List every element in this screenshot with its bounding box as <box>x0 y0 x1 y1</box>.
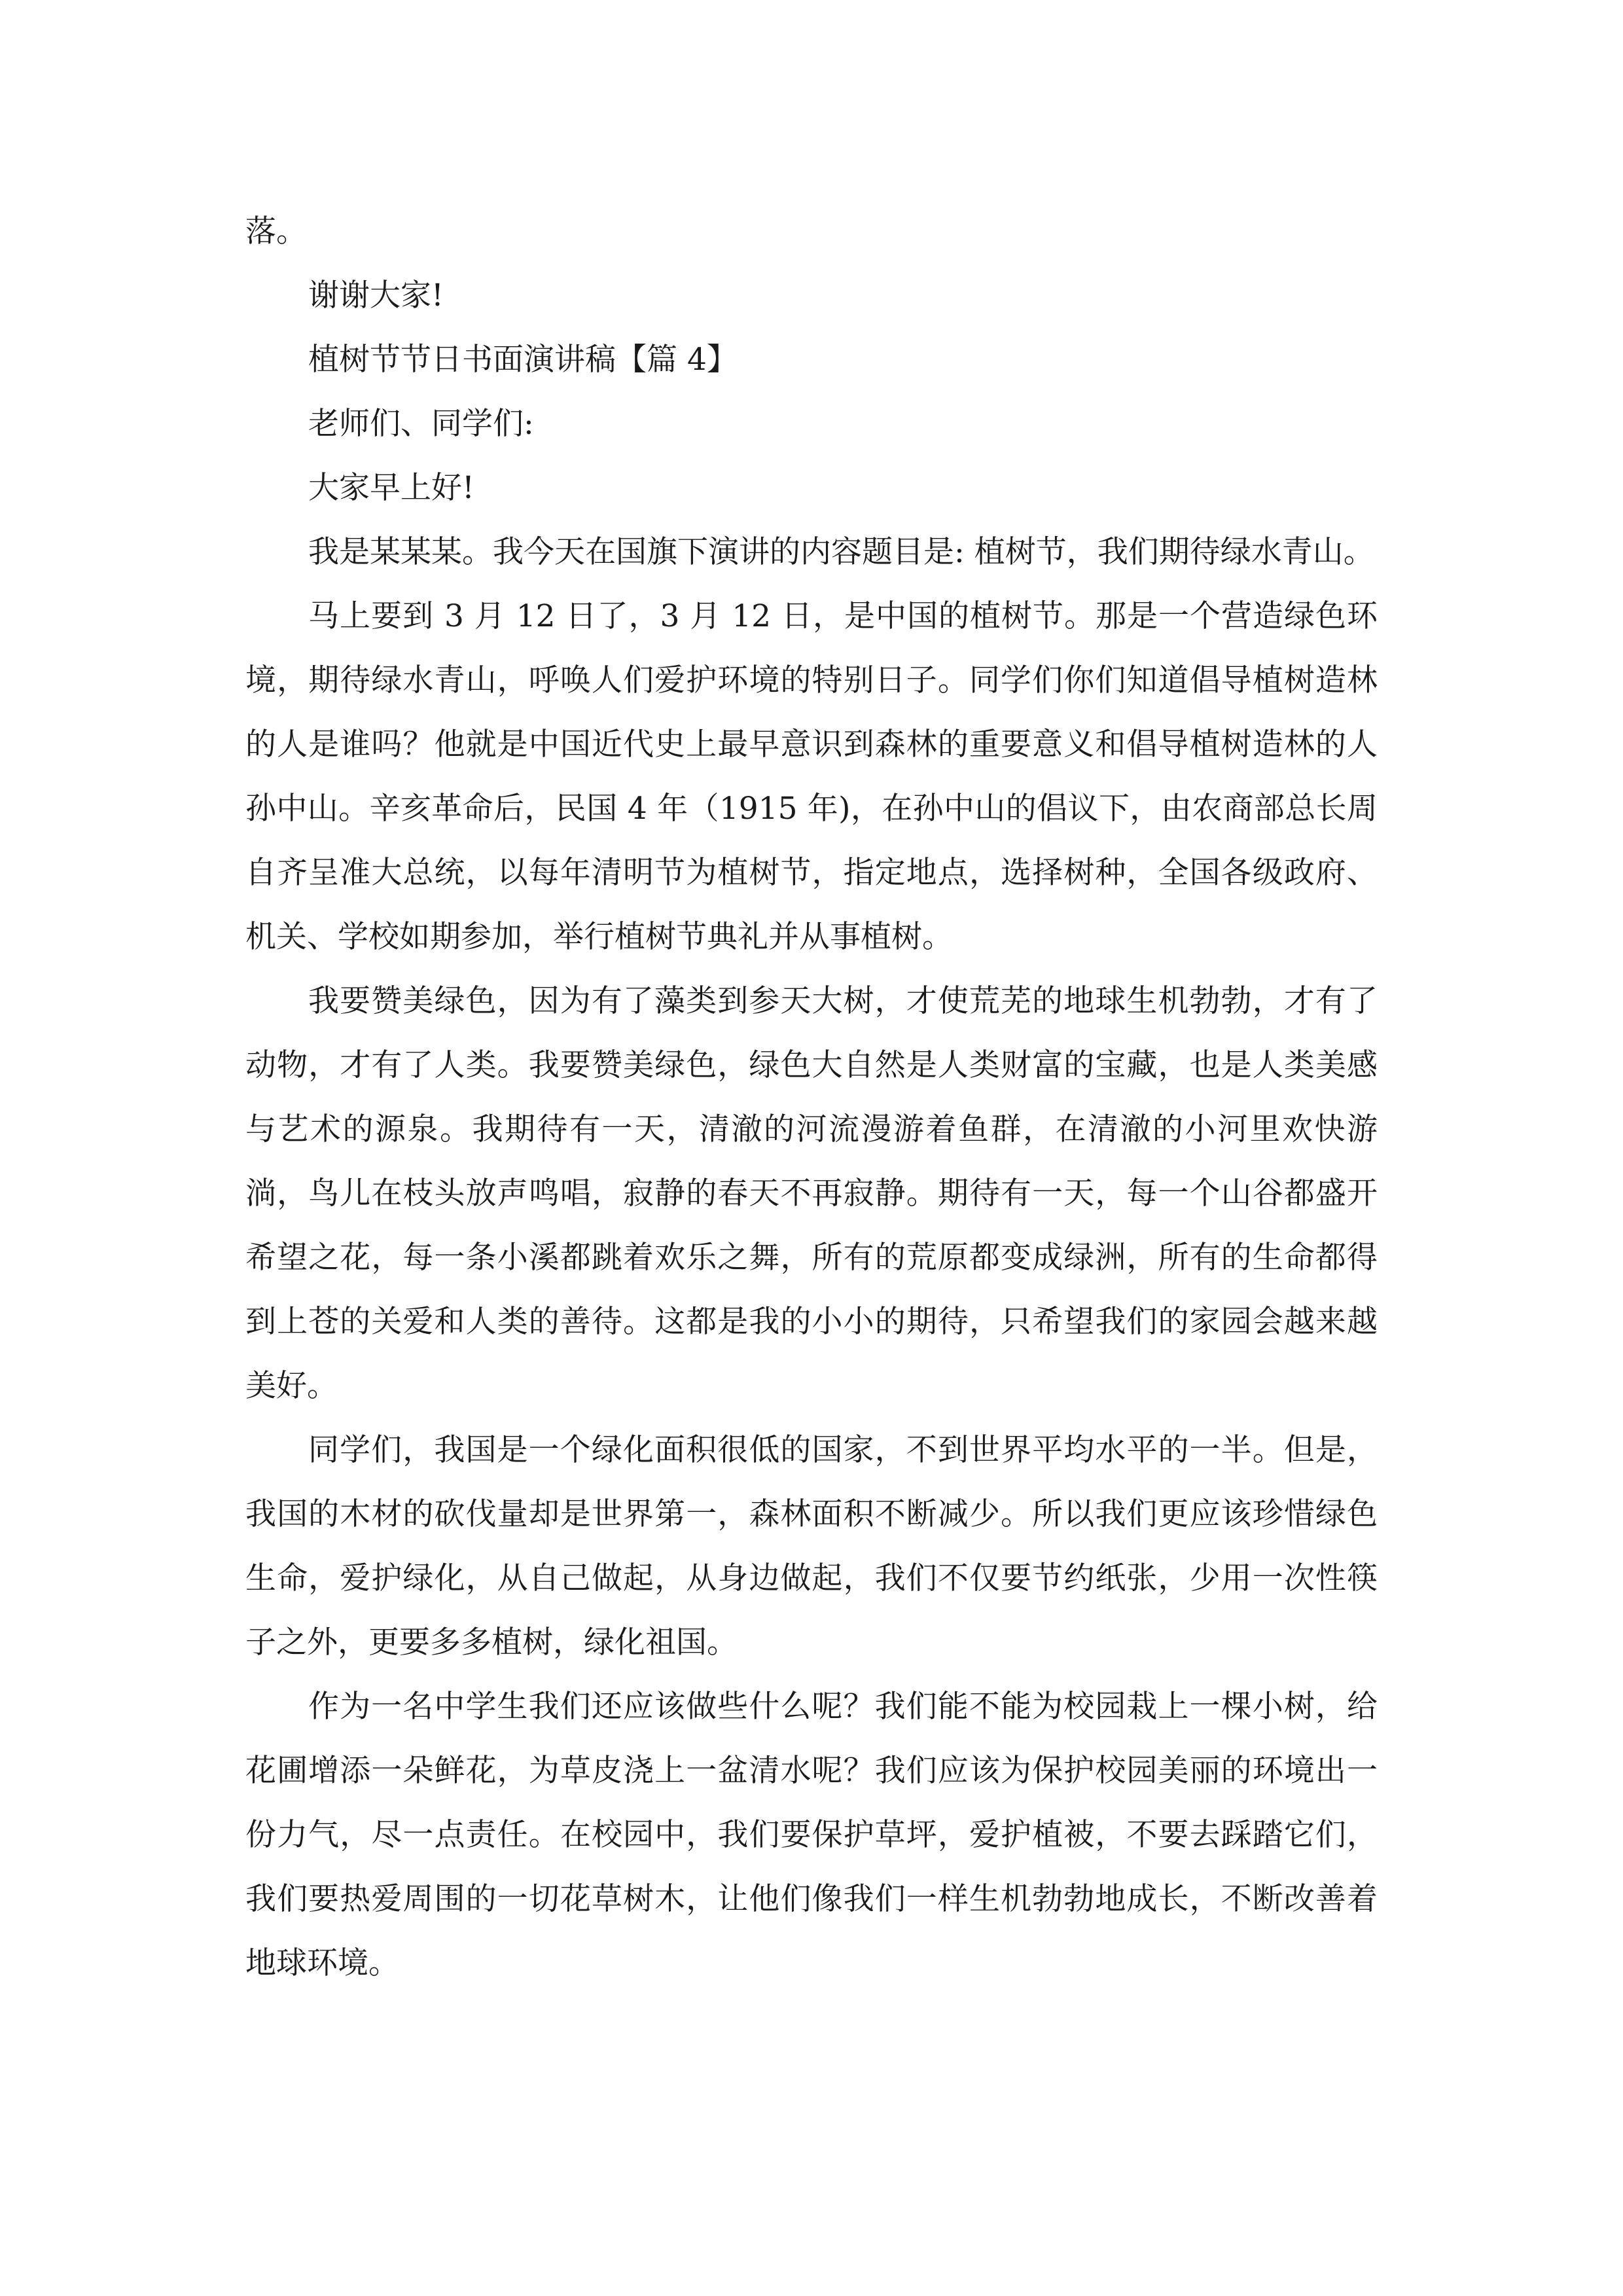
paragraph-salutation: 老师们、同学们: <box>308 406 534 442</box>
paragraph-thanks: 谢谢大家! <box>308 278 444 314</box>
paragraph-history: 马上要到 3 月 12 日了，3 月 12 日，是中国的植树节。那是一个营造绿色环境，期待绿水青山，呼唤人们爱护环境的特别日子。同学们你们知道倡导植树造林的人是谁吗？他就是中国近代史上最早意识到森林的重要意义和倡导植树造林的人孙中山。辛亥革命后，民国 4 年（1915 年)，在孙中山的倡议下，由农商部总长周自齐呈准大总统，以每年清明节为植树节，指定地点，选择树种，全国各级政府、机关、学校如期参加，举行植树节典礼并从事植树。 <box>245 598 1378 955</box>
paragraph-intro: 我是某某某。我今天在国旗下演讲的内容题目是: 植树节，我们期待绿水青山。 <box>308 534 1374 570</box>
paragraph-student-action: 作为一名中学生我们还应该做些什么呢？我们能不能为校园栽上一棵小树，给花圃增添一朵鲜花，为草皮浇上一盆清水呢？我们应该为保护校园美丽的环境出一份力气，尽一点责任。在校园中，我们要保护草坪，爱护植被，不要去踩踏它们，我们要热爱周围的一切花草树木，让他们像我们一样生机勃勃地成长，不断改善着地球环境。 <box>245 1689 1378 1981</box>
paragraph-praise-green: 我要赞美绿色，因为有了藻类到参天大树，才使荒芜的地球生机勃勃，才有了动物，才有了人类。我要赞美绿色，绿色大自然是人类财富的宝藏，也是人类美感与艺术的源泉。我期待有一天，清澈的河流漫游着鱼群，在清澈的小河里欢快游淌，鸟儿在枝头放声鸣唱，寂静的春天不再寂静。期待有一天，每一个山谷都盛开希望之花，每一条小溪都跳着欢乐之舞，所有的荒原都变成绿洲，所有的生命都得到上苍的关爱和人类的善待。这都是我的小小的期待，只希望我们的家园会越来越美好。 <box>245 983 1378 1404</box>
paragraph-greeting: 大家早上好! <box>308 470 474 506</box>
paragraph-continuation: 落。 <box>245 213 307 249</box>
section-title: 植树节节日书面演讲稿【篇 4】 <box>308 342 738 378</box>
paragraph-forest-status: 同学们，我国是一个绿化面积很低的国家，不到世界平均水平的一半。但是，我国的木材的砍伐量却是世界第一，森林面积不断减少。所以我们更应该珍惜绿色生命，爱护绿化，从自己做起，从身边做起，我们不仅要节约纸张，少用一次性筷子之外，更要多多植树，绿化祖国。 <box>245 1432 1378 1660</box>
document-body <box>245 200 1378 1996</box>
